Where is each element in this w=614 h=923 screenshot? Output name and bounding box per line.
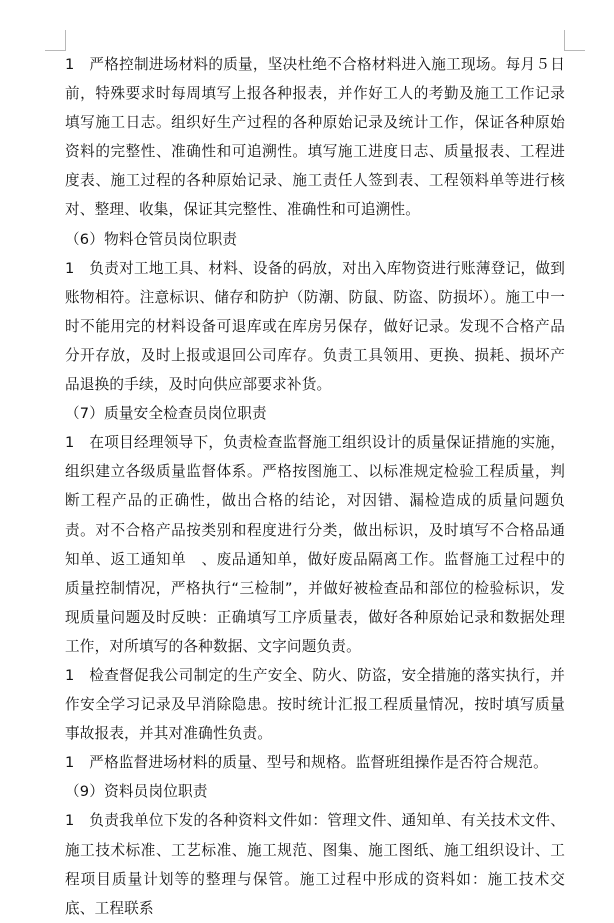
heading-warehouse-keeper: （6）物料仓管员岗位职责 — [65, 230, 238, 248]
page-corner-mark-top-left — [45, 30, 66, 51]
heading-document-clerk: （9）资料员岗位职责 — [65, 783, 208, 801]
paragraph-document-clerk-duties: 1 负责我单位下发的各种资料文件如：管理文件、通知单、有关技术文件、施工技术标准、工艺标准、施工规范、图集、施工图纸、施工组织设计、工程项目质量计划等的整理与保管。施工过程中形成的资料如：施工技术交底、工程联系 — [65, 812, 565, 917]
paragraph-material-supervision: 1 严格监督进场材料的质量、型号和规格。监督班组操作是否符合规范。 — [65, 754, 548, 772]
paragraph-safety-supervision: 1 检查督促我公司制定的生产安全、防火、防盗，安全措施的落实执行，并作安全学习记录及早消除隐患。按时统计汇报工程质量情况，按时填写质量事故报表，并其对准确性负责。 — [65, 666, 565, 743]
document-body — [65, 50, 565, 923]
paragraph-inspector-duties: 1 在项目经理领导下，负责检查监督施工组织设计的质量保证措施的实施，组织建立各级质量监督体系。严格按图施工、以标准规定检验工程质量，判断工程产品的正确性，做出合格的结论，对因错、漏检造成的质量问题负责。对不合格产品按类别和程度进行分类，做出标识，及时填写不合格品通知单、返工通知单 、废品通知单，做好废品隔离工作。监督施工过程中的质量控制情况，严格执行“三检制”，并做好被检查品和部位的检验标识，发现质量问题及时反映：正确填写工序质量表，做好各种原始记录和数据处理工作，对所填写的各种数据、文字问题负责。 — [65, 434, 565, 655]
page-corner-mark-top-right — [564, 30, 585, 51]
heading-quality-safety-inspector: （7）质量安全检查员岗位职责 — [65, 405, 267, 423]
paragraph-warehouse-duties: 1 负责对工地工具、材料、设备的码放，对出入库物资进行账薄登记，做到账物相符。注意标识、储存和防护（防潮、防鼠、防盗、防损坏）。施工中一时不能用完的材料设备可退库或在库房另保存，做好记录。发现不合格产品分开存放，及时上报或退回公司库存。负责工具领用、更换、损耗、损坏产品退换的手续，及时向供应部要求补货。 — [65, 259, 565, 394]
paragraph-material-quality: 1 严格控制进场材料的质量，坚决杜绝不合格材料进入施工现场。每月５日前，特殊要求时每周填写上报各种报表，并作好工人的考勤及施工工作记录填写施工日志。组织好生产过程的各种原始记录及统计工作，保证各种原始资料的完整性、准确性和可追溯性。填写施工进度日志、质量报表、工程进度表、施工过程的各种原始记录、施工责任人签到表、工程领料单等进行核对、整理、收集，保证其完整性、准确性和可追溯性。 — [65, 56, 565, 219]
